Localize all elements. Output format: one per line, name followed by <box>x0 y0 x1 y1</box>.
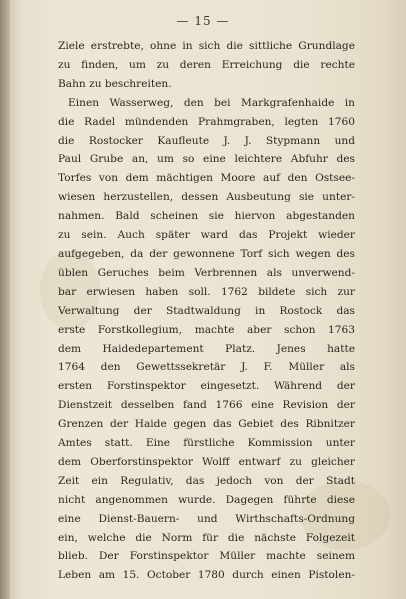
text-line: Grenzen der Haide gegen das Gebiet des Ribnitzer <box>58 418 355 431</box>
text-line: Amtes statt. Eine fürstliche Kommission unter <box>58 437 355 450</box>
text-line: dem Oberforstinspektor Wolff entwarf zu gleicher <box>58 455 355 468</box>
page-gutter <box>0 0 10 599</box>
text-line: bar erwiesen haben soll. 1762 bildete sich zur <box>58 285 355 298</box>
text-line: Leben am 15. October 1780 durch einen Pistolen- <box>58 569 355 582</box>
text-line: ein, welche die Norm für die nächste Folgezeit <box>58 531 355 544</box>
text-line: wiesen herzustellen, dessen Ausbeutung sie unter- <box>58 191 355 204</box>
text-line: Bahn zu beschreiten. <box>58 77 172 90</box>
text-line: nicht angenommen wurde. Dagegen führte diese <box>58 493 355 506</box>
body-text <box>58 37 355 585</box>
text-line: Verwaltung der Stadtwaldung in Rostock das <box>58 304 355 317</box>
text-line: ersten Forstinspektor eingesetzt. Während der <box>58 380 355 393</box>
text-line: erste Forstkollegium, machte aber schon 1763 <box>58 323 355 336</box>
text-line: die Rostocker Kaufleute J. J. Stypmann und <box>58 134 355 147</box>
text-line: blieb. Der Forstinspektor Müller machte seinem <box>58 550 355 563</box>
text-line: Torfes von dem mächtigen Moore auf den Ostsee- <box>58 172 355 185</box>
text-line: Zeit ein Regulativ, das jedoch von der Stadt <box>58 474 355 487</box>
text-line: Paul Grube an, um so eine leichtere Abfuhr des <box>58 153 355 166</box>
text-line: Ziele erstrebte, ohne in sich die sittliche Grundlage <box>58 40 355 52</box>
text-line: üblen Geruches beim Verbrennen als unverwend- <box>58 266 355 279</box>
text-line: zu finden, um zu deren Erreichung die rechte <box>58 58 355 71</box>
text-line: aufgegeben, da der gewonnene Torf sich wegen des <box>58 247 355 260</box>
text-line: Einen Wasserweg, den bei Markgrafenhaide in <box>68 96 355 109</box>
text-line: eine Dienst-Bauern- und Wirthschafts-Ordnung <box>58 512 355 525</box>
text-line: Dienstzeit desselben fand 1766 eine Revision der <box>58 399 355 412</box>
text-line: zu sein. Auch später ward das Projekt wieder <box>58 229 355 242</box>
text-line: dem Haidedepartement Platz. Jenes hatte <box>58 342 355 355</box>
text-line: die Radel mündenden Prahmgraben, legten 1760 <box>58 115 355 128</box>
text-line: 1764 den Gewettssekretär J. F. Müller als <box>58 361 355 374</box>
page-number: — 15 — <box>176 14 230 28</box>
text-line: nahmen. Bald scheinen sie hiervon abgestanden <box>58 210 355 223</box>
